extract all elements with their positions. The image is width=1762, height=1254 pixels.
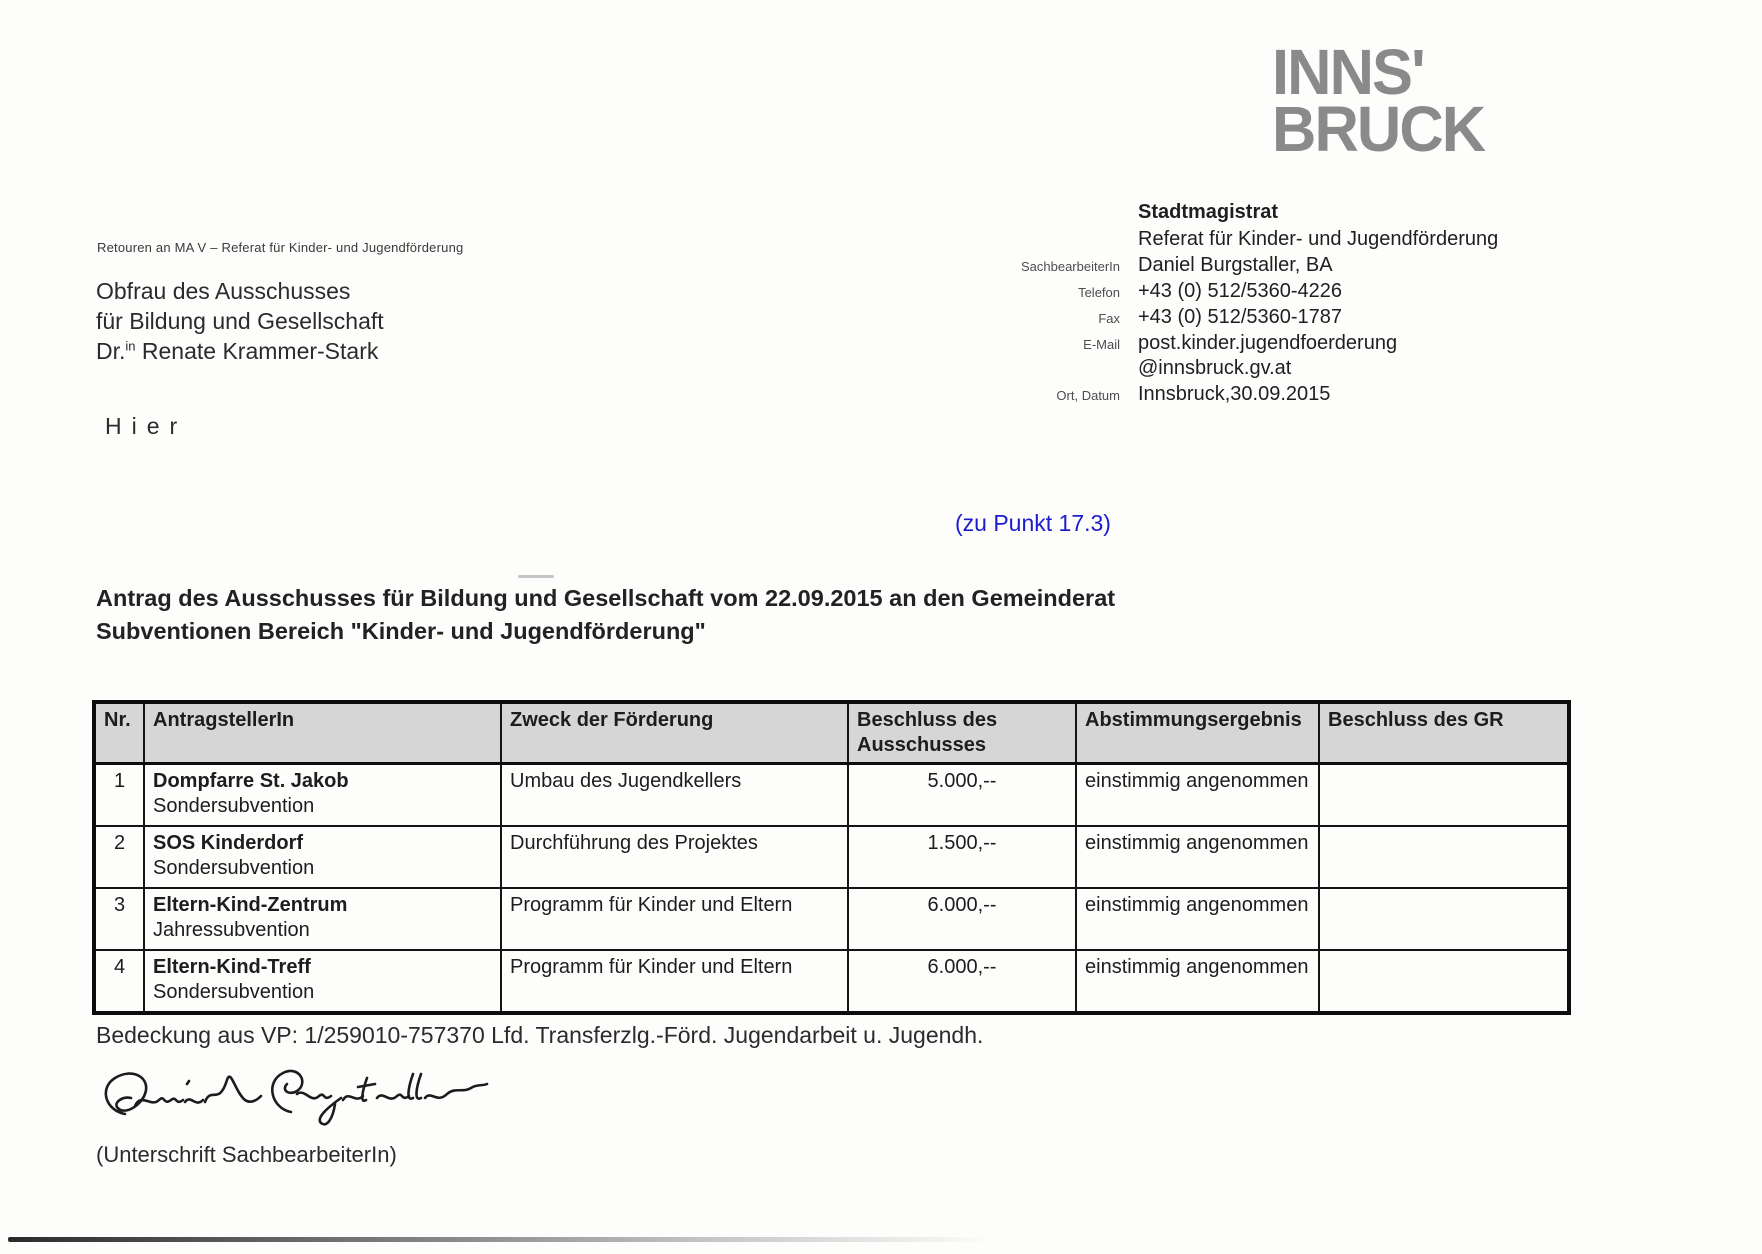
subventions-table: [92, 700, 1571, 1015]
table-row: [94, 826, 1569, 888]
cell-vote: einstimmig angenommen: [1076, 764, 1319, 827]
recipient-city: Hier: [105, 413, 188, 439]
recipient-line-1: Obfrau des Ausschusses: [96, 278, 351, 304]
cell-amount: 6.000,--: [848, 950, 1076, 1013]
sender-contact-block: [955, 200, 1535, 408]
col-header-antragsteller: AntragstellerIn: [144, 702, 501, 764]
col-header-abstimmung: Abstimmungsergebnis: [1076, 702, 1319, 764]
sender-department: Referat für Kinder- und Jugendförderung: [1138, 228, 1499, 250]
cell-amount: 5.000,--: [848, 764, 1076, 827]
table-row: [94, 950, 1569, 1013]
cell-vote: einstimmig angenommen: [1076, 826, 1319, 888]
value-email: post.kinder.jugendfoerderung @innsbruck.gv.at: [1138, 332, 1398, 379]
cell-gr-decision: [1319, 950, 1569, 1013]
sender-org: Stadtmagistrat: [1138, 201, 1279, 223]
subject-line-1: Antrag des Ausschusses für Bildung und Gesellschaft vom 22.09.2015 an den Gemeinderat: [96, 585, 1116, 611]
logo-line-2: BRUCK: [1272, 93, 1485, 165]
return-address-line: Retouren an MA V – Referat für Kinder- und Jugendförderung: [97, 240, 464, 255]
label-email: E-Mail: [1083, 337, 1120, 352]
cell-nr: 3: [94, 888, 144, 950]
cell-purpose: Programm für Kinder und Eltern: [501, 888, 848, 950]
table-header-row: [94, 702, 1569, 764]
cell-nr: 1: [94, 764, 144, 827]
cell-nr: 4: [94, 950, 144, 1013]
scan-artifact-dash: [518, 575, 554, 578]
recipient-line-2: für Bildung und Gesellschaft: [96, 308, 384, 334]
cell-vote: einstimmig angenommen: [1076, 888, 1319, 950]
cell-purpose: Programm für Kinder und Eltern: [501, 950, 848, 1013]
signature-caption: (Unterschrift SachbearbeiterIn): [96, 1142, 397, 1167]
recipient-line-3: Dr.$^{in}$ Renate Krammer-Stark: [96, 338, 379, 364]
cell-amount: 1.500,--: [848, 826, 1076, 888]
col-header-beschluss-gr: Beschluss des GR: [1319, 702, 1569, 764]
table-row: [94, 888, 1569, 950]
cell-gr-decision: [1319, 764, 1569, 827]
label-telefon: Telefon: [1078, 285, 1120, 300]
cell-gr-decision: [1319, 826, 1569, 888]
agenda-point-reference: (zu Punkt 17.3): [955, 510, 1111, 536]
cell-purpose: Durchführung des Projektes: [501, 826, 848, 888]
value-telefon: +43 (0) 512/5360-4226: [1138, 280, 1343, 302]
scan-artifact-bottom-line: [8, 1237, 1128, 1242]
label-fax: Fax: [1098, 311, 1120, 326]
subject-line-2: Subventionen Bereich "Kinder- und Jugendförderung": [96, 618, 706, 644]
gender-superscript: in: [125, 338, 136, 354]
cell-applicant: Eltern-Kind-Zentrum Jahressubvention: [144, 888, 501, 950]
subject-heading: [96, 582, 1346, 648]
funding-coverage-line: Bedeckung aus VP: 1/259010-757370 Lfd. Transferzlg.-Förd. Jugendarbeit u. Jugendh.: [96, 1022, 984, 1048]
cell-gr-decision: [1319, 888, 1569, 950]
cell-purpose: Umbau des Jugendkellers: [501, 764, 848, 827]
col-header-beschluss-ausschuss: Beschluss des Ausschusses: [848, 702, 1076, 764]
cell-nr: 2: [94, 826, 144, 888]
innsbruck-logo: [1272, 36, 1485, 165]
value-fax: +43 (0) 512/5360-1787: [1138, 306, 1343, 328]
col-header-nr: Nr.: [94, 702, 144, 764]
logo-line-1: INNS': [1272, 36, 1424, 108]
recipient-block: [96, 276, 384, 366]
cell-vote: einstimmig angenommen: [1076, 950, 1319, 1013]
cell-applicant: Dompfarre St. Jakob Sondersubvention: [144, 764, 501, 827]
value-sachbearbeiterin: Daniel Burgstaller, BA: [1138, 254, 1333, 276]
table-row: [94, 764, 1569, 827]
cell-applicant: Eltern-Kind-Treff Sondersubvention: [144, 950, 501, 1013]
col-header-zweck: Zweck der Förderung: [501, 702, 848, 764]
label-sachbearbeiterin: SachbearbeiterIn: [1020, 259, 1120, 274]
handwritten-signature: [95, 1058, 515, 1144]
cell-applicant: SOS Kinderdorf Sondersubvention: [144, 826, 501, 888]
cell-amount: 6.000,--: [848, 888, 1076, 950]
value-ort-datum: Innsbruck,30.09.2015: [1138, 383, 1331, 405]
label-ort-datum: Ort, Datum: [1056, 388, 1120, 403]
